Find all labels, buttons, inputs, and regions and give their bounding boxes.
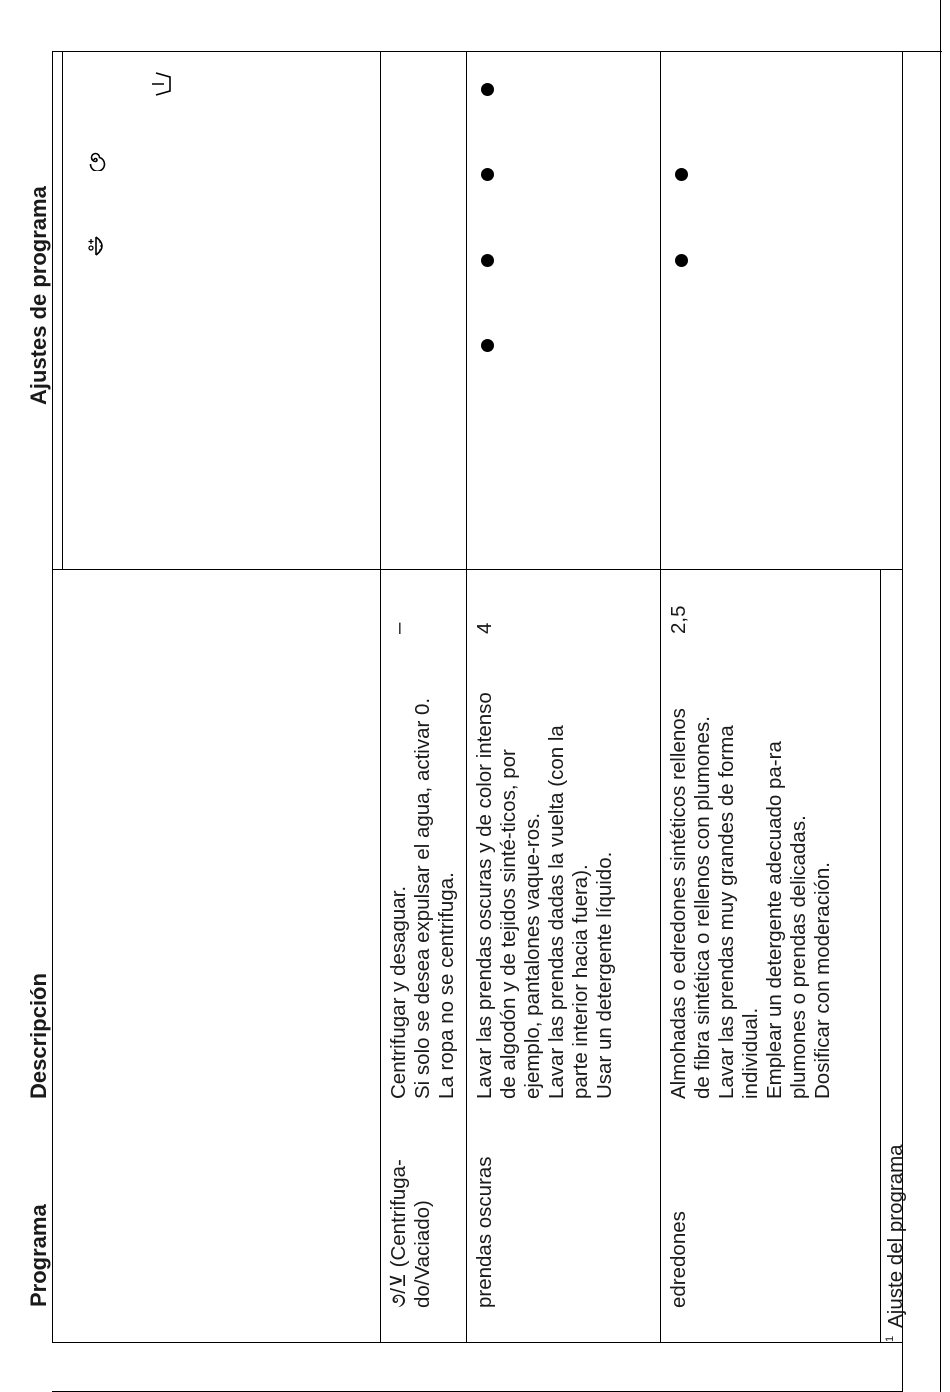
cell-value: – — [387, 622, 410, 634]
descripcion-line: Si solo se desea expulsar el agua, activar 0. La ropa no se centrifuga. — [411, 697, 458, 1099]
descripcion-line: Centrifugar y desaguar. — [387, 885, 410, 1099]
row-border — [880, 570, 881, 1343]
setting-dot — [481, 254, 494, 267]
stain-plus-icon — [86, 235, 113, 257]
footnote-text: Ajuste del programa — [884, 1144, 907, 1328]
cell-descripcion — [473, 689, 617, 1099]
cell-value: 4 — [473, 622, 496, 634]
drain-icon — [150, 71, 179, 97]
setting-dot — [481, 339, 494, 352]
table-top-border — [52, 52, 53, 1343]
header-ajustes: Ajustes de programa — [26, 186, 51, 405]
descripcion-line: Dosificar con moderación. — [811, 862, 834, 1099]
descripcion-line: Usar un detergente líquido. — [593, 851, 616, 1099]
table-left-border — [52, 1342, 902, 1343]
descripcion-line: Lavar las prendas oscuras y de color intenso de algodón y de tejidos sinté-ticos, por ejemplo, pantalones vaque-ros. — [473, 692, 544, 1099]
setting-dot — [481, 168, 494, 181]
cell-descripcion — [387, 689, 459, 1099]
ajustes-header-underline — [62, 52, 63, 570]
spin-icon — [84, 149, 110, 171]
descripcion-line: Lavar las prendas dadas la vuelta (con la parte interior hacia fuera). — [545, 725, 592, 1099]
footnote-marker: 1 — [884, 1335, 896, 1342]
cell-programa: ૭/⊻ (Centrifuga-do/Vaciado) — [387, 1159, 434, 1308]
row-border — [380, 52, 381, 1343]
setting-dot — [481, 83, 494, 96]
cell-value: 2,5 — [667, 605, 690, 634]
setting-dot — [675, 254, 688, 267]
footnote — [878, 1144, 908, 1342]
row-border — [466, 52, 467, 1343]
descripcion-line: Emplear un detergente adecuado pa-ra plumones o prendas delicadas. — [763, 741, 810, 1099]
header-descripcion: Descripción — [26, 973, 51, 1099]
table-right-border — [52, 51, 942, 52]
ajustes-column-divider — [52, 569, 902, 570]
page-bottom-line — [940, 0, 941, 1392]
cell-descripcion — [667, 689, 835, 1099]
header-programa: Programa — [26, 1204, 51, 1307]
descripcion-line: Almohadas o edredones sintéticos rellenos de fibra sintética o rellenos con plumones. — [667, 708, 714, 1099]
cell-programa: edredones — [667, 1211, 690, 1308]
row-border — [660, 52, 661, 1343]
setting-dot — [675, 168, 688, 181]
cell-programa: prendas oscuras — [473, 1156, 496, 1308]
descripcion-line: Lavar las prendas muy grandes de forma individual. — [715, 725, 762, 1099]
